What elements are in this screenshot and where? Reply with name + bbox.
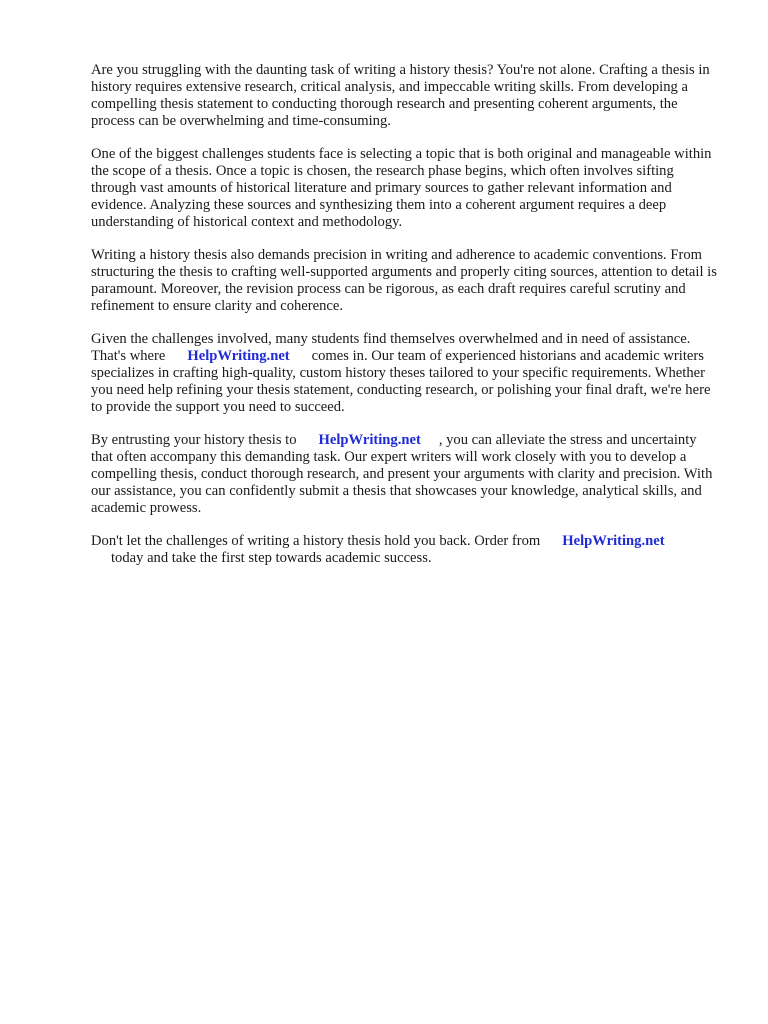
paragraph-precision: Writing a history thesis also demands precision in writing and adherence to academic conventions. From structuring the thesis to crafting well-supported arguments and properly citing sources, attention to detail is paramount. Moreover, the revision process can be rigorous, as each draft requires careful scrutiny and refinement to ensure clarity and coherence. — [91, 247, 717, 314]
paragraph-text-before: Don't let the challenges of writing a history thesis hold you back. Order from — [91, 533, 541, 549]
helpwriting-link[interactable]: HelpWriting.net — [187, 348, 290, 364]
helpwriting-link[interactable]: HelpWriting.net — [562, 533, 665, 549]
paragraph-intro: Are you struggling with the daunting task of writing a history thesis? You're not alone. Crafting a thesis in history requires extensive research, critical analysis, and impeccable writing skills. From developing a compelling thesis statement to conducting thorough research and presenting coherent arguments, the process can be overwhelming and time-consuming. — [91, 62, 710, 129]
document-body — [91, 62, 721, 583]
paragraph-text-after: comes in. Our team of experienced historians and academic writers specializes in crafting high-quality, custom history theses tailored to your specific requirements. Whether you need help refining your thesis statement, conducting research, or polishing your final draft, we're here to provide the support you need to succeed. — [91, 348, 711, 415]
helpwriting-link[interactable]: HelpWriting.net — [318, 432, 421, 448]
paragraph-call-to-action — [91, 533, 721, 567]
paragraph-text-after: , you can alleviate the stress and uncertainty that often accompany this demanding task. Our expert writers will work closely with you to develop a compelling thesis, conduct thorough research, and present your arguments with clarity and precision. With our assistance, you can confidently submit a thesis that showcases your knowledge, analytical skills, and academic prowess. — [91, 432, 713, 516]
paragraph-entrusting — [91, 432, 721, 517]
paragraph-text-before: By entrusting your history thesis to — [91, 432, 297, 448]
paragraph-text-after: today and take the first step towards academic success. — [111, 550, 432, 566]
paragraph-text-before: Given the challenges involved, many students find themselves overwhelmed and in need of assistance. That's where — [91, 331, 691, 364]
paragraph-assistance — [91, 331, 721, 416]
paragraph-challenges: One of the biggest challenges students face is selecting a topic that is both original and manageable within the scope of a thesis. Once a topic is chosen, the research phase begins, which often involves sifting through vast amounts of historical literature and primary sources to gather relevant information and evidence. Analyzing these sources and synthesizing them into a coherent argument requires a deep understanding of historical context and methodology. — [91, 146, 712, 230]
